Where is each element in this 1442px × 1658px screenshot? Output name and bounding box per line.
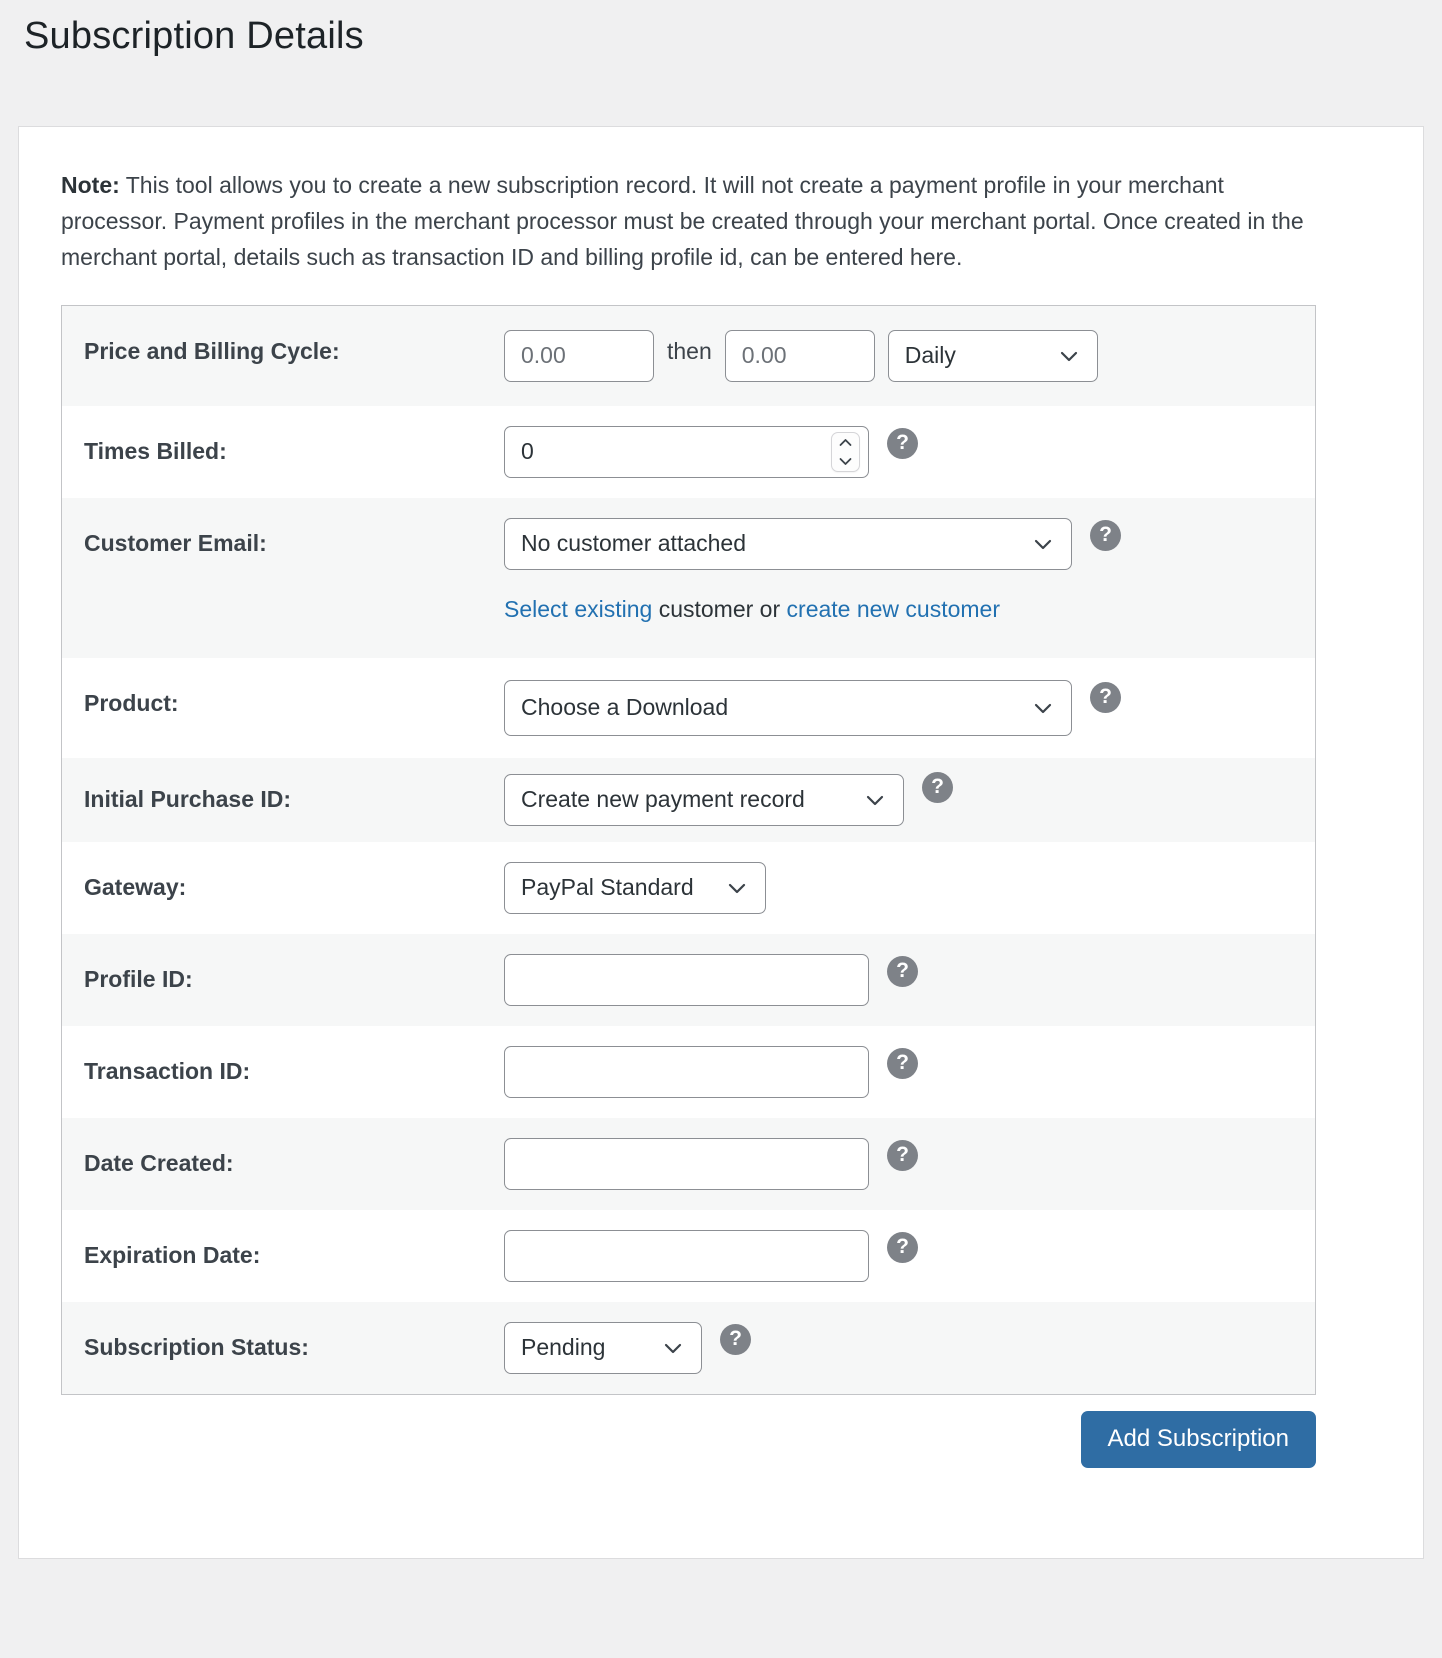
times-billed-input[interactable] [504, 426, 869, 478]
row-gateway [62, 842, 1315, 934]
billing-period-value: Daily [904, 342, 956, 369]
chevron-down-icon [725, 876, 749, 900]
row-price-billing-cycle [62, 306, 1315, 406]
help-icon[interactable]: ? [887, 1232, 918, 1263]
subscription-status-value: Pending [521, 1334, 606, 1361]
number-stepper[interactable] [832, 433, 859, 471]
times-billed-label: Times Billed: [84, 437, 227, 464]
customer-email-value: No customer attached [521, 530, 747, 557]
chevron-down-icon [1031, 532, 1055, 556]
row-subscription-status [62, 1302, 1315, 1394]
transaction-id-input[interactable] [504, 1046, 869, 1098]
subscription-status-select[interactable] [504, 1322, 702, 1374]
row-profile-id [62, 934, 1315, 1026]
stepper-down-icon[interactable] [832, 452, 859, 471]
price-billing-label: Price and Billing Cycle: [84, 337, 340, 364]
profile-id-input[interactable] [504, 954, 869, 1006]
help-icon[interactable]: ? [1090, 520, 1121, 551]
stepper-up-icon[interactable] [832, 433, 859, 452]
note-label: Note: [61, 171, 120, 198]
help-icon[interactable]: ? [887, 1048, 918, 1079]
gateway-value: PayPal Standard [521, 874, 694, 901]
page-title: Subscription Details [24, 15, 364, 57]
date-created-input[interactable] [504, 1138, 869, 1190]
note-paragraph [61, 167, 1316, 275]
customer-email-label: Customer Email: [84, 529, 267, 556]
submit-bar [61, 1411, 1316, 1468]
product-value: Choose a Download [521, 694, 729, 721]
create-new-customer-link[interactable]: create new customer [786, 595, 1001, 622]
row-initial-purchase-id [62, 758, 1315, 842]
row-times-billed [62, 406, 1315, 498]
profile-id-label: Profile ID: [84, 965, 193, 992]
initial-amount-input[interactable] [504, 330, 654, 382]
add-subscription-button[interactable]: Add Subscription [1081, 1411, 1316, 1468]
initial-purchase-select[interactable] [504, 774, 904, 826]
help-icon[interactable]: ? [887, 1140, 918, 1171]
customer-email-select[interactable] [504, 518, 1072, 570]
help-icon[interactable]: ? [887, 956, 918, 987]
subscription-form-table [61, 305, 1316, 1395]
row-date-created [62, 1118, 1315, 1210]
help-icon[interactable]: ? [887, 428, 918, 459]
row-transaction-id [62, 1026, 1315, 1118]
product-select[interactable] [504, 680, 1072, 736]
subscription-status-label: Subscription Status: [84, 1333, 309, 1360]
recurring-amount-input[interactable] [725, 330, 875, 382]
help-icon[interactable]: ? [720, 1324, 751, 1355]
chevron-down-icon [661, 1336, 685, 1360]
initial-purchase-value: Create new payment record [521, 786, 805, 813]
note-text: This tool allows you to create a new subscription record. It will not create a payment profile in your merchant processor. Payment profiles in the merchant processor must be created through your merchant portal. Once created in the merchant portal, details such as transaction ID and billing profile id, can be entered here. [61, 171, 1304, 270]
gateway-select[interactable] [504, 862, 766, 914]
subscription-details-card [18, 126, 1424, 1559]
expiration-date-input[interactable] [504, 1230, 869, 1282]
chevron-down-icon [1057, 344, 1081, 368]
initial-purchase-id-label: Initial Purchase ID: [84, 785, 292, 812]
gateway-label: Gateway: [84, 873, 187, 900]
transaction-id-label: Transaction ID: [84, 1057, 251, 1084]
product-label: Product: [84, 689, 179, 716]
row-customer-email [62, 498, 1315, 658]
help-icon[interactable]: ? [1090, 682, 1121, 713]
help-icon[interactable]: ? [922, 772, 953, 803]
chevron-down-icon [1031, 696, 1055, 720]
customer-links [504, 596, 1121, 631]
select-existing-customer-link[interactable]: Select existing [504, 595, 653, 622]
customer-links-text: customer or [658, 595, 781, 622]
chevron-down-icon [863, 788, 887, 812]
date-created-label: Date Created: [84, 1149, 234, 1176]
row-expiration-date [62, 1210, 1315, 1302]
then-label: then [667, 337, 712, 364]
expiration-date-label: Expiration Date: [84, 1241, 261, 1268]
row-product [62, 658, 1315, 758]
billing-period-select[interactable] [888, 330, 1098, 382]
